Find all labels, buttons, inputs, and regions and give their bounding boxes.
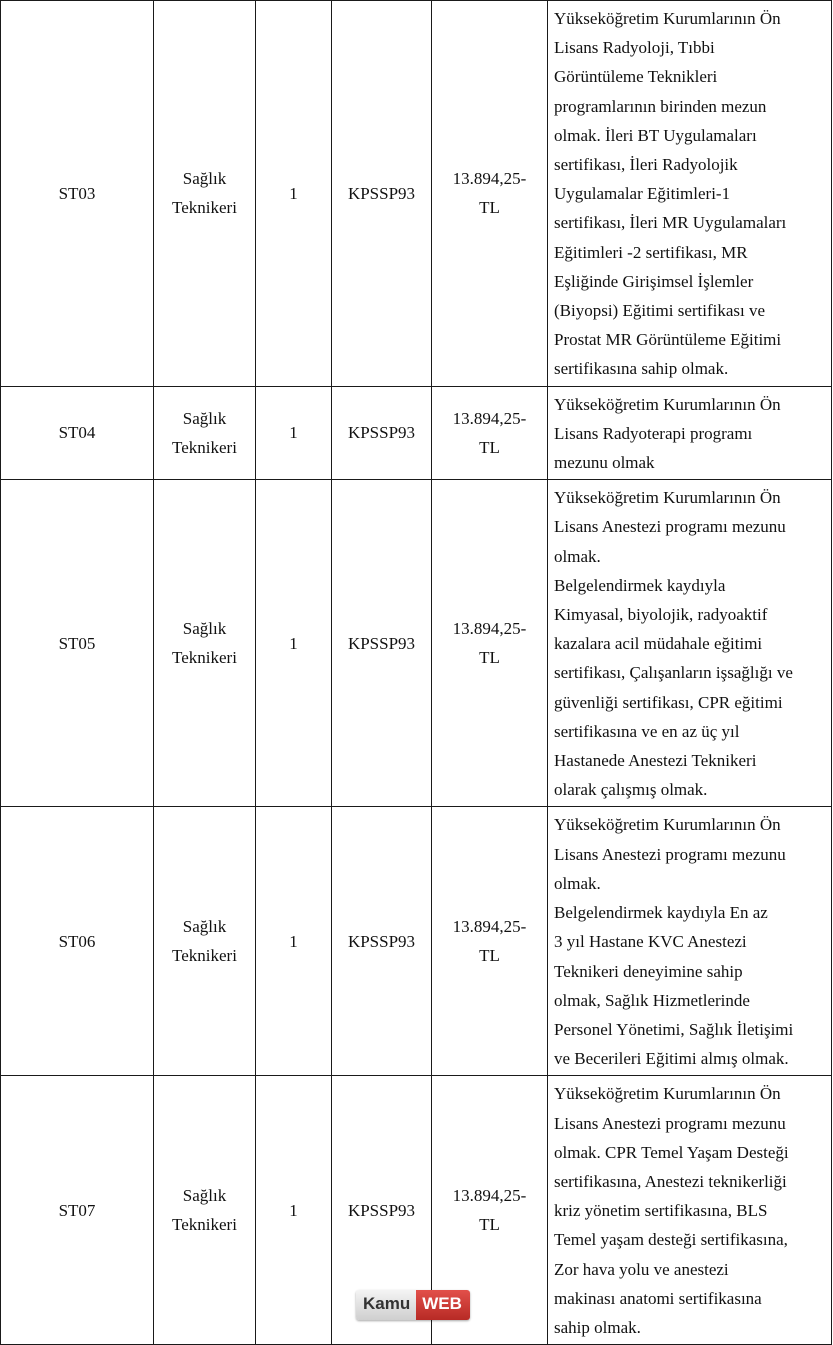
requirement-line: kazalara acil müdahale eğitimi: [554, 634, 763, 654]
position-title-cell: [154, 480, 256, 807]
requirements-cell: [548, 386, 832, 480]
position-count: 1: [289, 183, 298, 203]
salary-line: TL: [479, 437, 500, 457]
requirement-line: güvenliği sertifikası, CPR eğitimi: [554, 692, 783, 712]
kamuweb-watermark-logo: [356, 1290, 470, 1320]
table-row: [1, 386, 832, 480]
position-code-cell: [1, 1, 154, 387]
position-code: ST07: [58, 1200, 96, 1220]
requirement-line: Prostat MR Görüntüleme Eğitimi: [554, 330, 782, 350]
watermark-web: WEB: [416, 1290, 470, 1320]
requirement-line: kriz yönetim sertifikasına, BLS: [554, 1201, 768, 1221]
requirements-cell: [548, 1, 832, 387]
position-title-line: Sağlık: [182, 619, 227, 639]
salary-line: TL: [479, 1215, 500, 1235]
salary-line: 13.894,25-: [452, 169, 527, 189]
requirement-line: Yükseköğretim Kurumlarının Ön: [554, 488, 781, 508]
requirement-line: Hastanede Anestezi Teknikeri: [554, 751, 757, 771]
position-title-line: Teknikeri: [172, 946, 237, 966]
requirement-line: Yükseköğretim Kurumlarının Ön: [554, 9, 781, 28]
salary-line: TL: [479, 946, 500, 966]
requirements-cell: [548, 807, 832, 1076]
salary-cell: [432, 807, 548, 1076]
salary-line: TL: [479, 198, 500, 218]
position-count-cell: [256, 480, 332, 807]
requirement-line: sahip olmak.: [554, 1317, 641, 1337]
score-type: KPSSP93: [347, 1200, 416, 1220]
requirement-line: Eğitimleri -2 sertifikası, MR: [554, 242, 748, 262]
requirement-line: (Biyopsi) Eğitimi sertifikası ve: [554, 301, 766, 321]
position-code-cell: [1, 480, 154, 807]
requirement-line: olmak. CPR Temel Yaşam Desteği: [554, 1142, 789, 1162]
requirement-line: programlarının birinden mezun: [554, 96, 767, 116]
position-title-cell: [154, 1, 256, 387]
position-title-line: Teknikeri: [172, 437, 237, 457]
position-count-cell: [256, 807, 332, 1076]
position-title-line: Sağlık: [182, 1186, 227, 1206]
requirement-line: Zor hava yolu ve anestezi: [554, 1259, 729, 1279]
requirement-line: Eşliğinde Girişimsel İşlemler: [554, 271, 754, 291]
requirement-line: sertifikasına sahip olmak.: [554, 359, 729, 379]
score-type-cell: [332, 1, 432, 387]
requirement-line: Belgelendirmek kaydıyla En az: [554, 903, 768, 923]
requirement-line: Belgelendirmek kaydıyla: [554, 575, 726, 595]
position-title-cell: [154, 807, 256, 1076]
requirement-line: sertifikasına ve en az üç yıl: [554, 721, 740, 741]
requirement-line: sertifikasına, Anestezi teknikerliği: [554, 1171, 787, 1191]
position-count-cell: [256, 1, 332, 387]
requirement-line: Yükseköğretim Kurumlarının Ön: [554, 1084, 781, 1104]
position-title-line: Teknikeri: [172, 1215, 237, 1235]
requirement-line: Uygulamalar Eğitimleri-1: [554, 184, 731, 204]
requirement-line: makinası anatomi sertifikasına: [554, 1288, 762, 1308]
score-type: KPSSP93: [347, 423, 416, 443]
position-code: ST06: [58, 931, 96, 951]
score-type: KPSSP93: [347, 633, 416, 653]
requirement-line: Yükseköğretim Kurumlarının Ön: [554, 815, 781, 835]
score-type-cell: [332, 807, 432, 1076]
salary-cell: [432, 1, 548, 387]
position-code-cell: [1, 1076, 154, 1345]
requirement-line: Lisans Radyoterapi programı: [554, 423, 753, 443]
salary-line: 13.894,25-: [452, 408, 527, 428]
requirement-line: Kimyasal, biyolojik, radyoaktif: [554, 605, 768, 625]
position-title-line: Teknikeri: [172, 648, 237, 668]
position-count-cell: [256, 386, 332, 480]
position-title-line: Sağlık: [182, 917, 227, 937]
table-row: [1, 807, 832, 1076]
requirement-line: sertifikası, Çalışanların işsağlığı ve: [554, 663, 793, 683]
table-row: [1, 1, 832, 387]
requirements-cell: [548, 480, 832, 807]
position-title-line: Sağlık: [182, 408, 227, 428]
position-title-line: Sağlık: [182, 169, 227, 189]
salary-line: 13.894,25-: [452, 917, 527, 937]
requirement-line: ve Becerileri Eğitimi almış olmak.: [554, 1049, 789, 1069]
position-count: 1: [289, 1200, 298, 1220]
position-title-cell: [154, 386, 256, 480]
requirement-line: olarak çalışmış olmak.: [554, 780, 708, 800]
score-type-cell: [332, 480, 432, 807]
salary-line: 13.894,25-: [452, 1186, 527, 1206]
requirements-cell: [548, 1076, 832, 1345]
requirement-line: Temel yaşam desteği sertifikasına,: [554, 1230, 788, 1250]
requirement-line: Lisans Anestezi programı mezunu: [554, 1113, 786, 1133]
table-row: [1, 480, 832, 807]
position-code: ST03: [58, 183, 96, 203]
requirement-line: olmak.: [554, 546, 601, 566]
requirement-line: Görüntüleme Teknikleri: [554, 67, 718, 87]
requirement-line: mezunu olmak: [554, 453, 655, 473]
requirement-line: olmak. İleri BT Uygulamaları: [554, 125, 757, 145]
salary-line: 13.894,25-: [452, 619, 527, 639]
requirement-line: Lisans Anestezi programı mezunu: [554, 517, 786, 537]
requirement-line: olmak, Sağlık Hizmetlerinde: [554, 990, 750, 1010]
position-count: 1: [289, 633, 298, 653]
position-code: ST05: [58, 633, 96, 653]
requirement-line: Teknikeri deneyimine sahip: [554, 961, 743, 981]
requirement-line: 3 yıl Hastane KVC Anestezi: [554, 932, 747, 952]
salary-cell: [432, 480, 548, 807]
position-title-line: Teknikeri: [172, 198, 237, 218]
requirement-line: sertifikası, İleri Radyolojik: [554, 155, 738, 175]
score-type: KPSSP93: [347, 183, 416, 203]
position-count: 1: [289, 931, 298, 951]
salary-line: TL: [479, 648, 500, 668]
position-count-cell: [256, 1076, 332, 1345]
score-type-cell: [332, 386, 432, 480]
position-code-cell: [1, 386, 154, 480]
requirement-line: Yükseköğretim Kurumlarının Ön: [554, 394, 781, 414]
position-code-cell: [1, 807, 154, 1076]
requirement-line: Personel Yönetimi, Sağlık İletişimi: [554, 1019, 794, 1039]
score-type: KPSSP93: [347, 931, 416, 951]
salary-cell: [432, 386, 548, 480]
requirement-line: Lisans Anestezi programı mezunu: [554, 844, 786, 864]
watermark-kamu: Kamu: [356, 1290, 416, 1320]
position-code: ST04: [58, 423, 96, 443]
requirement-line: Lisans Radyoloji, Tıbbi: [554, 38, 715, 58]
requirement-line: olmak.: [554, 873, 601, 893]
position-count: 1: [289, 423, 298, 443]
requirement-line: sertifikası, İleri MR Uygulamaları: [554, 213, 787, 233]
position-title-cell: [154, 1076, 256, 1345]
